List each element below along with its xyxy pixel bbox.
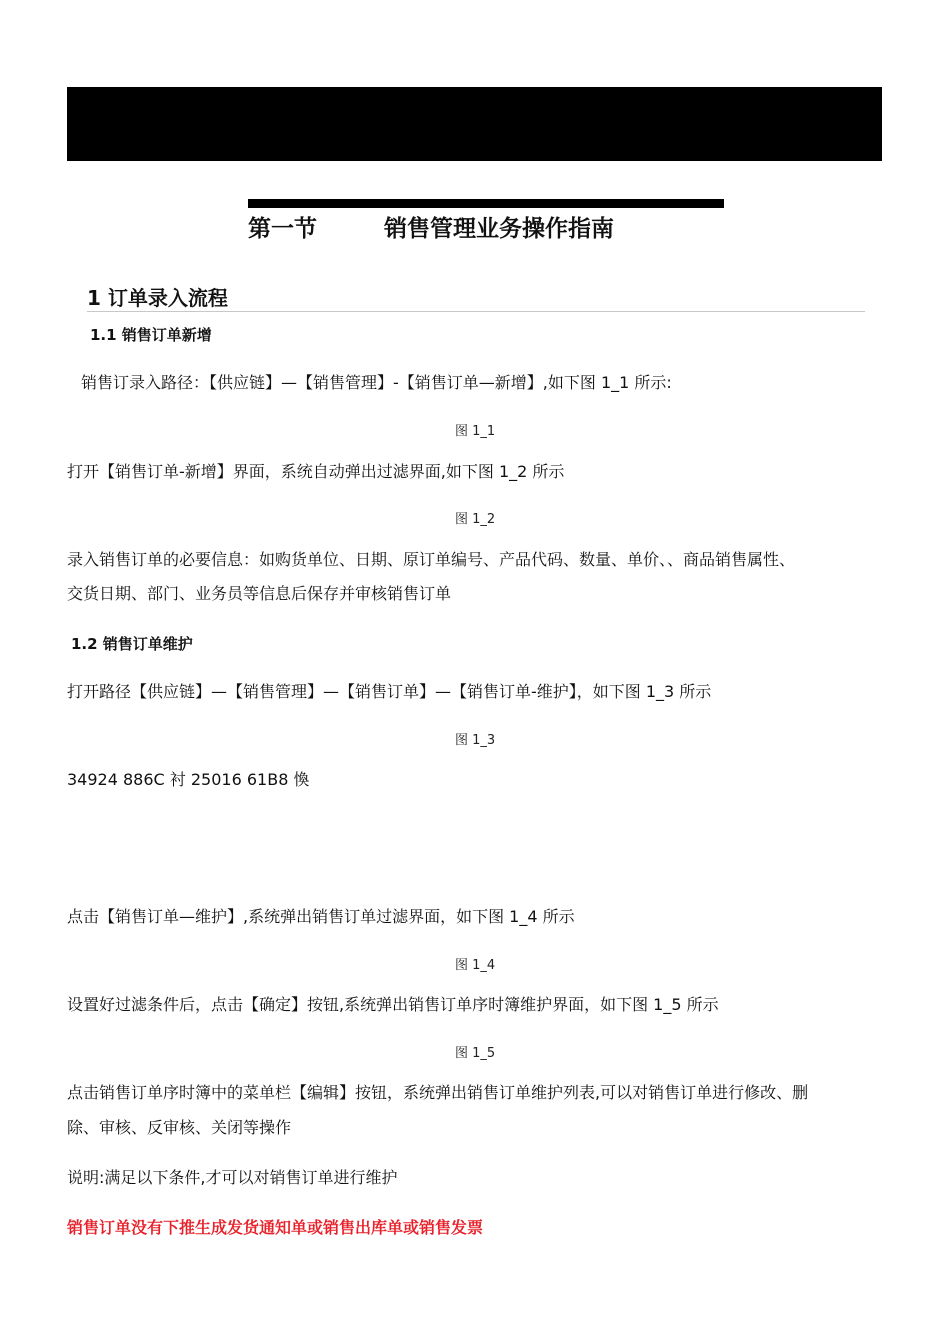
paragraph-required-info-line1: 录入销售订单的必要信息：如购货单位、日期、原订单编号、产品代码、数量、单价、、商品销售属性、 xyxy=(67,550,796,569)
title-rule xyxy=(248,199,724,208)
section-rule xyxy=(87,311,865,312)
figure-caption-1-1: 图 1_1 xyxy=(455,424,496,439)
paragraph-entry-path: 销售订录入路径：【供应链】—【销售管理】-【销售订单—新增】,如下图 1_1 所示: xyxy=(81,373,672,392)
chapter-number: 第一节 xyxy=(248,216,317,242)
paragraph-maintain-path: 打开路径【供应链】—【销售管理】—【销售订单】—【销售订单-维护】，如下图 1_3 所示 xyxy=(67,682,712,701)
paragraph-filter-confirm: 设置好过滤条件后，点击【确定】按钮,系统弹出销售订单序时簿维护界面，如下图 1_5 所示 xyxy=(67,995,719,1014)
figure-caption-1-4: 图 1_4 xyxy=(455,958,496,973)
figure-caption-1-2: 图 1_2 xyxy=(455,512,496,527)
header-banner xyxy=(67,87,882,161)
figure-caption-1-3: 图 1_3 xyxy=(455,733,496,748)
subsection-heading-1-1: 1.1 销售订单新增 xyxy=(90,326,212,344)
paragraph-open-new: 打开【销售订单-新增】界面，系统自动弹出过滤界面,如下图 1_2 所示 xyxy=(67,462,565,481)
paragraph-edit-line2: 除、审核、反审核、关闭等操作 xyxy=(67,1118,292,1137)
subsection-heading-1-2: 1.2 销售订单维护 xyxy=(71,635,193,653)
figure-caption-1-5: 图 1_5 xyxy=(455,1046,496,1061)
chapter-title: 销售管理业务操作指南 xyxy=(384,216,614,242)
paragraph-note: 说明:满足以下条件,才可以对销售订单进行维护 xyxy=(67,1168,398,1187)
warning-condition: 销售订单没有下推生成发货通知单或销售出库单或销售发票 xyxy=(67,1218,484,1237)
paragraph-click-maintain: 点击【销售订单—维护】,系统弹出销售订单过滤界面，如下图 1_4 所示 xyxy=(67,907,575,926)
paragraph-edit-line1: 点击销售订单序时簿中的菜单栏【编辑】按钮，系统弹出销售订单维护列表,可以对销售订单进行修改、删 xyxy=(67,1083,809,1102)
paragraph-required-info-line2: 交货日期、部门、业务员等信息后保存并审核销售订单 xyxy=(67,584,452,603)
code-line: 34924 886C 衬 25016 61B8 愌 xyxy=(67,770,310,789)
section-heading: 1 订单录入流程 xyxy=(87,286,228,310)
